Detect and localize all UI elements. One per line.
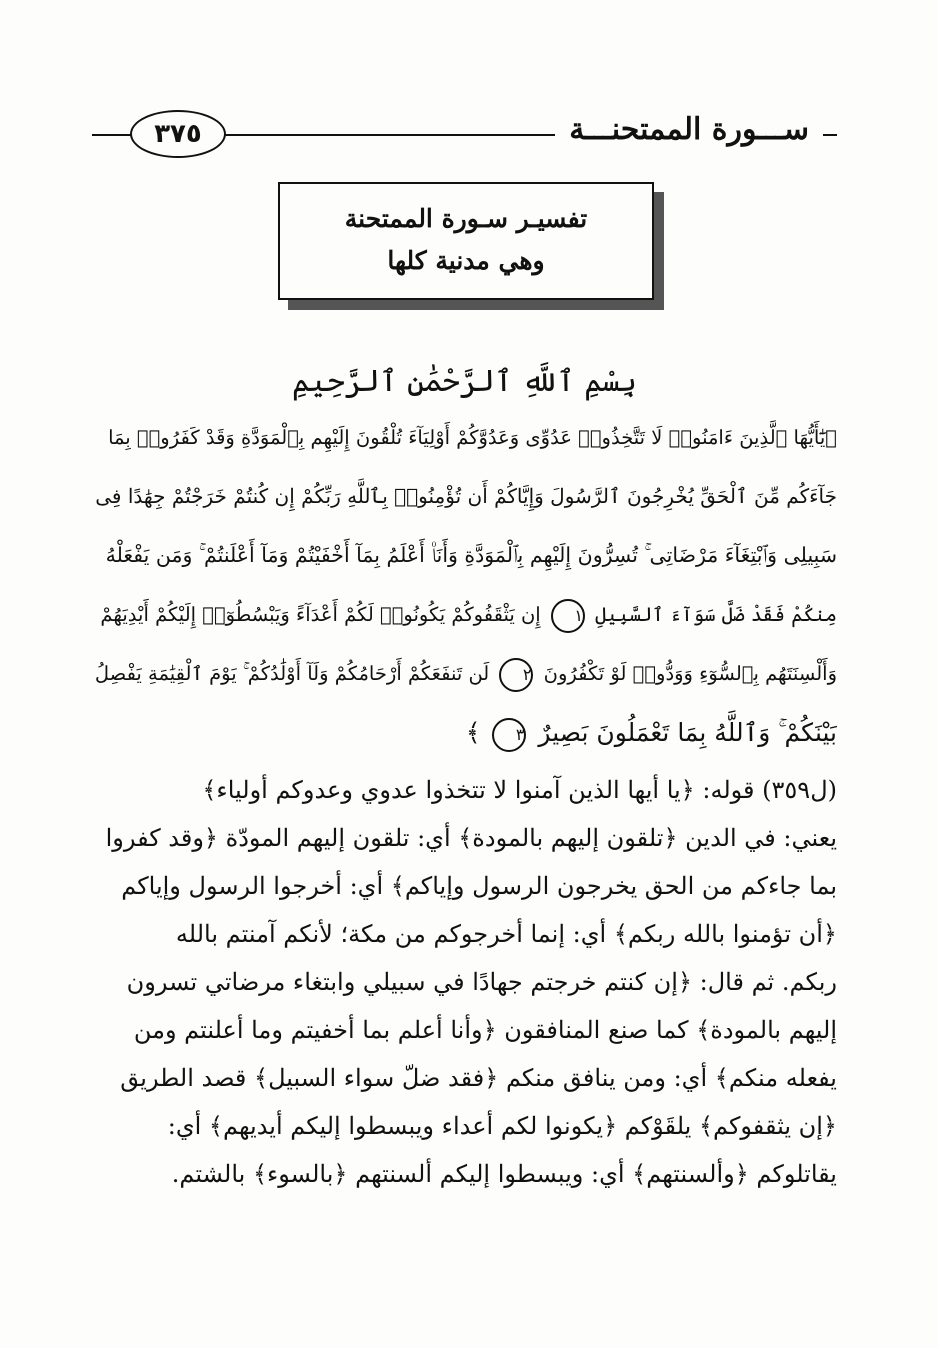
commentary-line: ﴿أن تؤمنوا بالله ربكم﴾ أي: إنما أخرجوكم من مكة؛ لأنكم آمنتم بالله (175, 920, 837, 948)
verse-segment: إِن يَثْقَفُوكُمْ يَكُونُوا۟ لَكُمْ أَعْدَآءً وَيَبْسُطُوٓا۟ إِلَيْكُمْ أَيْدِيَهُمْ (100, 603, 541, 626)
commentary-line: ﴿إن يثقفوكم﴾ يلقَوْكم ﴿يكونوا لكم أعداء ويبسطوا إليكم أيديهم﴾ أي: (167, 1112, 837, 1140)
commentary-line: يفعله منكم﴾ أي: ومن ينافق منكم ﴿فقد ضلّ سواء السبيل﴾ قصد الطريق (120, 1064, 837, 1092)
verse-line: سَبِيلِى وَٱبْتِغَآءَ مَرْضَاتِى ۚ تُسِرُّونَ إِلَيْهِم بِٱلْمَوَدَّةِ وَأَنَا۠ أَعْلَمُ بِمَآ أَخْفَيْتُمْ وَمَآ أَعْلَنتُمْ ۚ وَمَن يَفْعَلْهُ (105, 543, 837, 567)
ayah-number-marker: ٣ (492, 718, 526, 752)
commentary-line: (ل٣٥٩) قوله: ﴿يا أيها الذين آمنوا لا تتخذوا عدوي وعدوكم أولياء﴾ (202, 776, 837, 804)
verse-segment: وَأَلْسِنَتَهُم بِٱلسُّوٓءِ وَوَدُّوا۟ لَوْ تَكْفُرُونَ (543, 662, 837, 685)
page-number: ٣٧٥ (130, 110, 226, 158)
commentary-line: يقاتلوكم ﴿وألسنتهم﴾ أي: ويبسطوا إليكم ألسنتهم ﴿بالسوء﴾ بالشتم. (171, 1160, 837, 1188)
commentary-line: يعني: في الدين ﴿تلقون إليهم بالمودة﴾ أي: تلقون إليهم المودّة ﴿وقد كفروا (105, 824, 837, 852)
chapter-title-box (278, 182, 654, 300)
running-header (92, 104, 837, 160)
verse-segment: مِنكُمْ فَقَدْ ضَلَّ سَوَآءَ ٱلسَّبِيلِ (595, 603, 837, 626)
tafsir-commentary (92, 766, 837, 1198)
verse-line (92, 703, 837, 762)
chapter-subtitle: وهي مدنية كلها (387, 246, 545, 275)
surah-running-title: ســـورة الممتحنـــة (555, 106, 823, 154)
verse-line: ﴿يَٰٓأَيُّهَا ٱلَّذِينَ ءَامَنُوا۟ لَا تَتَّخِذُوا۟ عَدُوِّى وَعَدُوَّكُمْ أَوْلِيَآءَ تُلْقُونَ إِلَيْهِم بِٱلْمَوَدَّةِ وَقَدْ كَفَرُوا۟ بِمَا (108, 426, 837, 449)
commentary-line: بما جاءكم من الحق يخرجون الرسول وإياكم﴾ أي: أخرجوا الرسول وإياكم (121, 872, 837, 900)
basmala: بِسْمِ ٱللَّهِ ٱلرَّحْمَٰنِ ٱلرَّحِيمِ (291, 364, 637, 399)
quran-verses (92, 408, 837, 762)
commentary-line: إليهم بالمودة﴾ كما صنع المنافقون ﴿وأنا أعلم بما أخفيتم وما أعلنتم ومن (133, 1016, 837, 1044)
verse-line (92, 585, 837, 644)
header-rule-left (92, 134, 132, 136)
verse-line (92, 644, 837, 703)
verse-segment: بَيْنَكُمْ ۚ وَٱللَّهُ بِمَا تَعْمَلُونَ بَصِيرٌ (538, 718, 837, 747)
verse-line: جَآءَكُم مِّنَ ٱلْحَقِّ يُخْرِجُونَ ٱلرَّسُولَ وَإِيَّاكُمْ أَن تُؤْمِنُوا۟ بِٱللَّهِ رَبِّكُمْ إِن كُنتُمْ خَرَجْتُمْ جِهَٰدًا فِى (95, 484, 837, 508)
ayah-number-marker: ١ (551, 599, 585, 633)
chapter-title: تفسيـر سـورة الممتحنة (344, 204, 588, 233)
ayah-number-marker: ٢ (499, 658, 533, 692)
verse-closing-bracket: ﴾ (465, 718, 481, 747)
commentary-line: ربكم. ثم قال: ﴿إن كنتم خرجتم جهادًا في سبيلي وابتغاء مرضاتي تسرون (126, 968, 837, 996)
verse-segment: لَن تَنفَعَكُمْ أَرْحَامُكُمْ وَلَآ أَوْلَٰدُكُمْ ۚ يَوْمَ ٱلْقِيَٰمَةِ يَفْصِلُ (94, 662, 490, 685)
